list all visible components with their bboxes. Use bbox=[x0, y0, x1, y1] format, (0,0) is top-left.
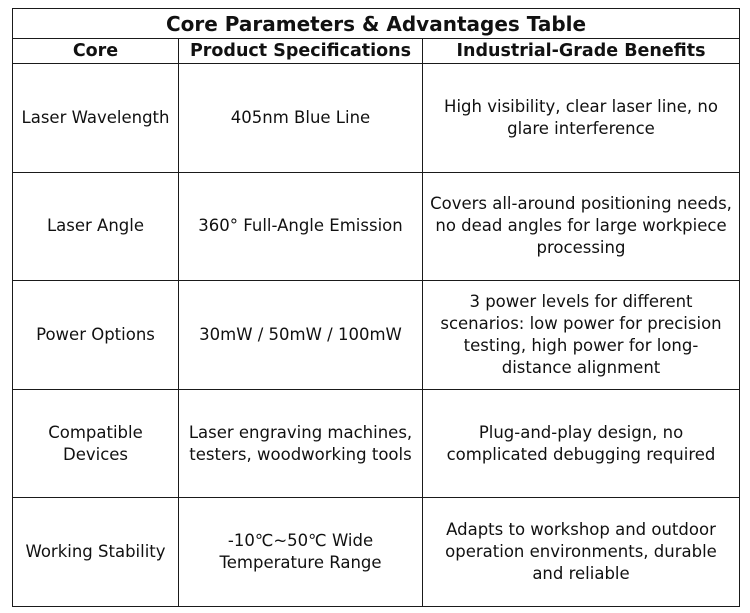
table-row bbox=[13, 64, 740, 173]
core-cell: Compatible Devices bbox=[13, 389, 179, 498]
core-cell: Laser Angle bbox=[13, 172, 179, 281]
spec-cell: 360° Full-Angle Emission bbox=[179, 172, 423, 281]
core-cell: Power Options bbox=[13, 281, 179, 390]
table-row bbox=[13, 172, 740, 281]
header-core: Core bbox=[13, 39, 179, 64]
table-row bbox=[13, 281, 740, 390]
core-cell: Working Stability bbox=[13, 498, 179, 607]
benefit-cell: Covers all-around positioning needs, no dead angles for large workpiece processing bbox=[423, 172, 740, 281]
header-specifications: Product Specifications bbox=[179, 39, 423, 64]
spec-cell: 30mW / 50mW / 100mW bbox=[179, 281, 423, 390]
spec-cell: -10℃~50℃ Wide Temperature Range bbox=[179, 498, 423, 607]
header-row bbox=[13, 39, 740, 64]
table-title: Core Parameters & Advantages Table bbox=[13, 9, 740, 39]
benefit-cell: High visibility, clear laser line, no glare interference bbox=[423, 64, 740, 173]
parameters-table bbox=[12, 8, 740, 607]
spec-cell: Laser engraving machines, testers, woodworking tools bbox=[179, 389, 423, 498]
core-cell: Laser Wavelength bbox=[13, 64, 179, 173]
benefit-cell: Adapts to workshop and outdoor operation environments, durable and reliable bbox=[423, 498, 740, 607]
header-benefits: Industrial-Grade Benefits bbox=[423, 39, 740, 64]
table-row bbox=[13, 498, 740, 607]
table-row bbox=[13, 389, 740, 498]
title-row bbox=[13, 9, 740, 39]
benefit-cell: 3 power levels for different scenarios: low power for precision testing, high power for long-distance alignment bbox=[423, 281, 740, 390]
spec-cell: 405nm Blue Line bbox=[179, 64, 423, 173]
benefit-cell: Plug-and-play design, no complicated debugging required bbox=[423, 389, 740, 498]
